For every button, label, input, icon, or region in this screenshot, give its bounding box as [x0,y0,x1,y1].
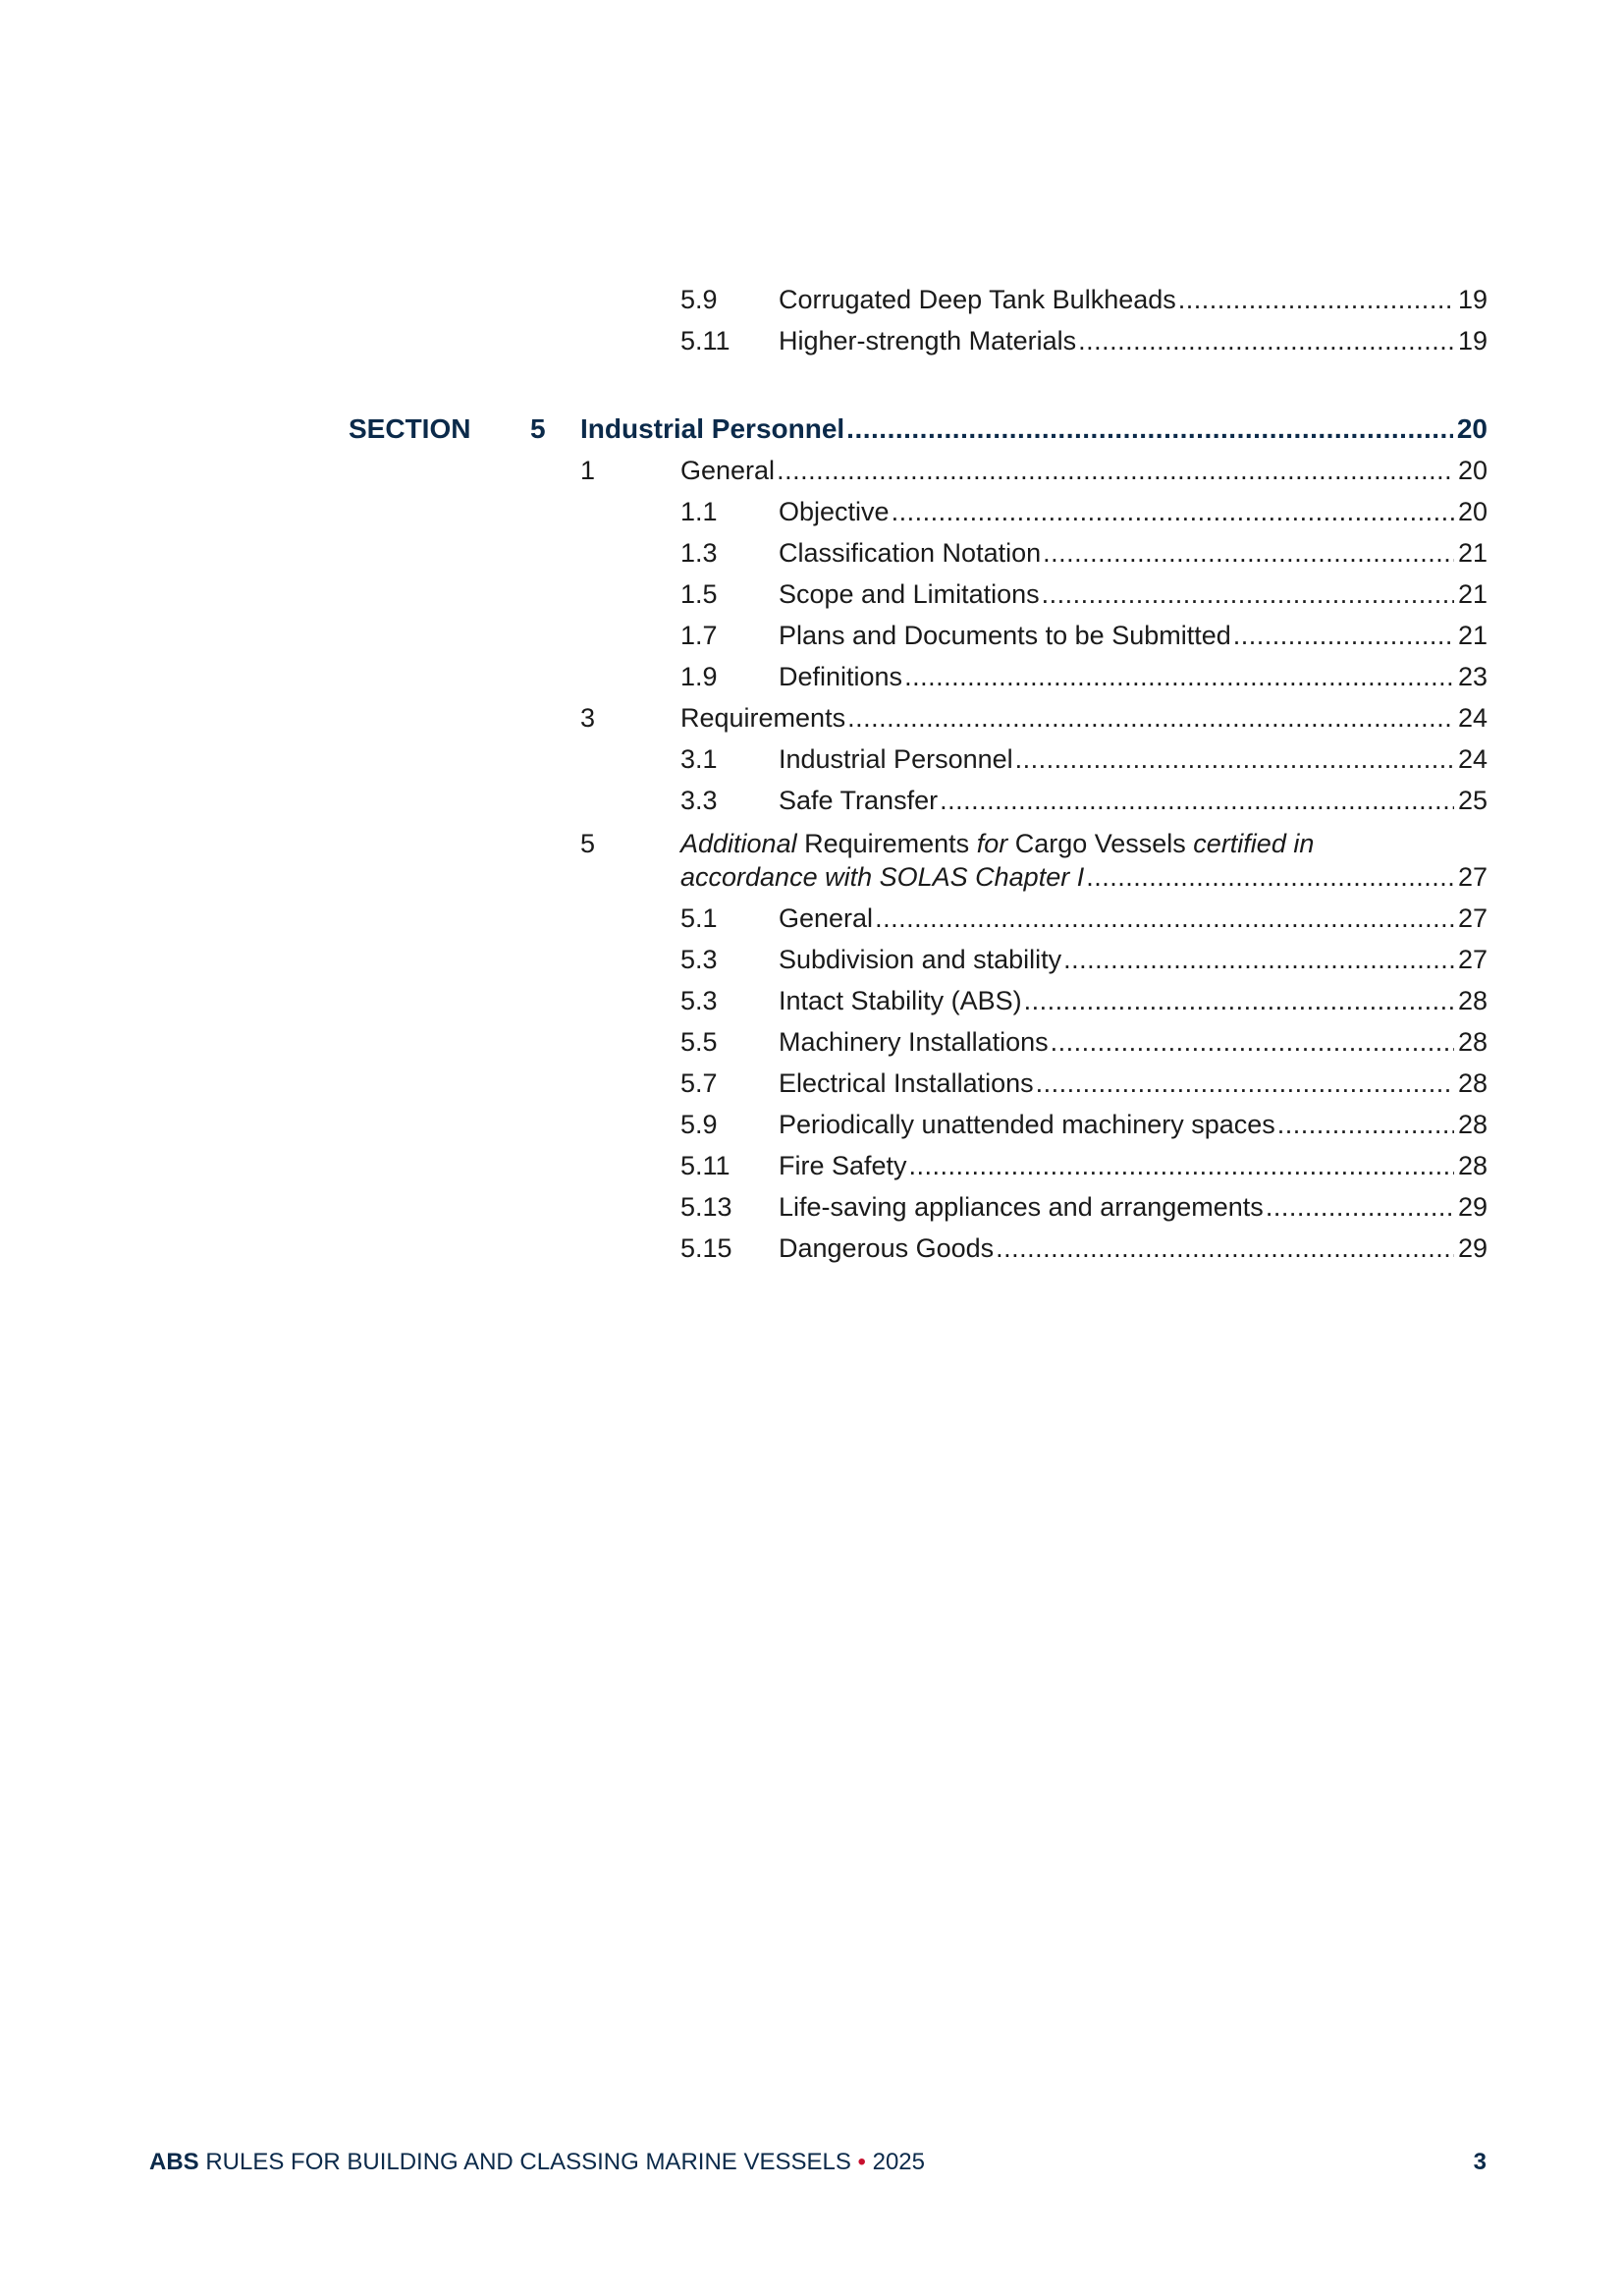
entry-page: 25 [1457,786,1488,815]
entry-number: 5.1 [680,903,718,933]
entry-title: Dangerous Goods [779,1233,995,1263]
entry-page: 24 [1457,703,1488,733]
footer-title: ABS RULES FOR BUILDING AND CLASSING MARINE VESSELS • 2025 [149,2149,925,2175]
entry-title: Safe Transfer [779,786,939,815]
page-footer [149,2149,1487,2176]
dot-leader [1024,984,1454,1017]
entry-page: 19 [1457,326,1488,355]
footer-brand: ABS [149,2149,199,2175]
entry-number: 5 [580,829,596,858]
entry-number: 5.3 [680,986,718,1015]
entry-page: 28 [1457,1151,1488,1180]
entry-number: 3 [580,703,596,733]
dot-leader [1043,536,1454,570]
entry-page: 28 [1457,1110,1488,1139]
entry-title: Fire Safety [779,1151,907,1180]
entry-title: Corrugated Deep Tank Bulkheads [779,285,1176,314]
entry-page: 21 [1457,538,1488,568]
footer-bullet: • [857,2149,866,2175]
entry-number: 5.7 [680,1068,718,1098]
entry-page: 27 [1457,945,1488,974]
entry-title-line1: Additional Requirements for Cargo Vessels certified in [680,829,1315,858]
entry-page: 28 [1457,986,1488,1015]
section-number: 5 [530,413,546,444]
entry-title: General [680,456,776,485]
entry-title-line2: accordance with SOLAS Chapter I [680,862,1085,892]
dot-leader [940,784,1454,817]
entry-number: 5.3 [680,945,718,974]
entry-number: 5.9 [680,285,718,314]
entry-title: Periodically unattended machinery spaces [779,1110,1275,1139]
entry-number: 1.7 [680,621,718,650]
entry-page: 20 [1457,456,1488,485]
entry-title: Requirements [680,703,846,733]
entry-number: 5.11 [680,326,730,355]
section-page: 20 [1456,413,1488,444]
entry-number: 1.9 [680,662,718,691]
entry-page: 19 [1457,285,1488,314]
dot-leader [996,1231,1454,1265]
entry-page: 20 [1457,497,1488,526]
dot-leader [1233,619,1454,652]
entry-page: 23 [1457,662,1488,691]
dot-leader [1178,283,1454,316]
entry-page: 29 [1457,1233,1488,1263]
entry-title: Intact Stability (ABS) [779,986,1022,1015]
dot-leader [909,1149,1454,1182]
entry-number: 3.1 [680,744,718,774]
entry-title: General [779,903,874,933]
entry-title: Machinery Installations [779,1027,1049,1057]
entry-title: Objective [779,497,890,526]
entry-title: Definitions [779,662,903,691]
dot-leader [904,660,1454,693]
dot-leader [1063,943,1454,976]
entry-number: 1 [580,456,596,485]
entry-page: 24 [1457,744,1488,774]
entry-title: Scope and Limitations [779,579,1040,609]
dot-leader [1015,742,1454,776]
dot-leader [847,701,1454,735]
dot-leader [892,495,1454,528]
footer-page-number: 3 [1473,2149,1487,2175]
entry-page: 27 [1457,903,1488,933]
dot-leader [1266,1190,1454,1224]
dot-leader [1277,1108,1454,1141]
section-title: Industrial Personnel [580,413,845,444]
dot-leader [1086,860,1454,894]
entry-number: 5.13 [680,1192,732,1222]
entry-page: 21 [1457,621,1488,650]
entry-number: 3.3 [680,786,718,815]
dot-leader [875,902,1454,935]
entry-page: 29 [1457,1192,1488,1222]
entry-number: 5.11 [680,1151,730,1180]
dot-leader [846,412,1453,446]
entry-number: 1.1 [680,497,718,526]
entry-title: Plans and Documents to be Submitted [779,621,1231,650]
entry-title: Industrial Personnel [779,744,1013,774]
entry-page: 21 [1457,579,1488,609]
dot-leader [1078,324,1454,357]
dot-leader [1051,1025,1454,1059]
section-label: SECTION [349,413,471,444]
entry-number: 5.5 [680,1027,718,1057]
entry-title: Life-saving appliances and arrangements [779,1192,1264,1222]
entry-number: 5.9 [680,1110,718,1139]
entry-page: 28 [1457,1068,1488,1098]
entry-title: Subdivision and stability [779,945,1062,974]
entry-number: 1.5 [680,579,718,609]
dot-leader [1036,1066,1454,1100]
entry-title: Classification Notation [779,538,1042,568]
entry-number: 1.3 [680,538,718,568]
entry-number: 5.15 [680,1233,732,1263]
entry-title: Higher-strength Materials [779,326,1077,355]
entry-page: 28 [1457,1027,1488,1057]
dot-leader [777,454,1454,487]
entry-title: Electrical Installations [779,1068,1034,1098]
dot-leader [1042,577,1454,611]
entry-page: 27 [1457,862,1488,892]
